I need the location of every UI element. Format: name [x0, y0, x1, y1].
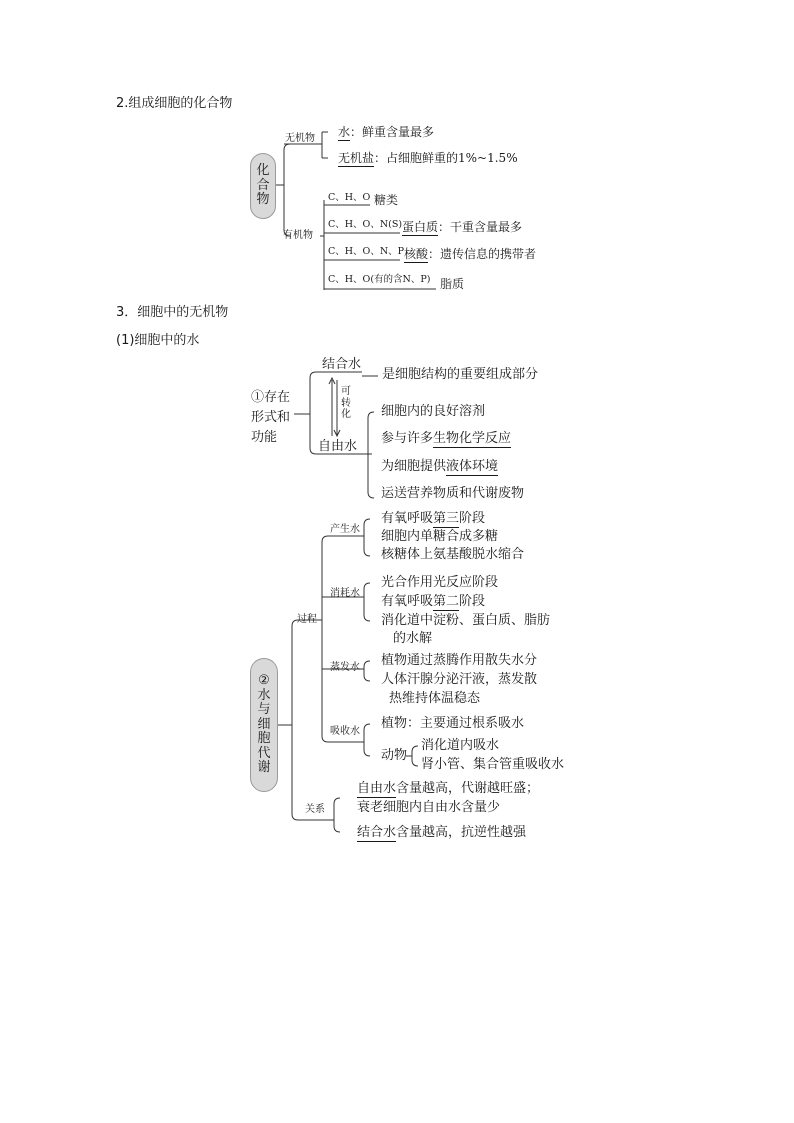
organic-elements: C、H、O(有的含N、P) [328, 274, 431, 285]
salt-term: 无机盐 [338, 151, 375, 165]
func-key-term: 生物化学反应 [433, 431, 512, 446]
consume-item [381, 595, 485, 608]
evap-item: 植物通过蒸腾作用散失水分 [381, 653, 538, 668]
center-char: 化 [256, 162, 270, 178]
evaporate-water-label: 蒸发水 [330, 662, 360, 673]
absorb-animal-item: 肾小管、集合管重吸收水 [421, 757, 565, 772]
organic-elements: C、H、O、N(S) [328, 219, 403, 230]
absorb-plant: 植物：主要通过根系吸水 [381, 716, 525, 731]
relation-item [357, 782, 539, 795]
func-text: 参与许多 [381, 431, 434, 446]
relation-item [357, 826, 526, 839]
relation-item: 衰老细胞内自由水含量少 [357, 800, 501, 815]
organic-elements: C、H、O [328, 192, 371, 203]
absorb-animal-item: 消化道内吸水 [421, 738, 500, 753]
metab-char: 细 [257, 716, 271, 732]
section-heading-inorganic: 3．细胞中的无机物 [116, 305, 229, 320]
item-key-term: 第三 [433, 511, 460, 526]
produce-item: 核糖体上氨基酸脱水缩合 [381, 547, 525, 562]
absorb-animal: 动物 [381, 748, 408, 763]
item-text: 有氧呼吸 [381, 511, 434, 526]
metab-char: 代 [257, 745, 271, 761]
free-water-function [381, 405, 485, 418]
water-term: 水 [338, 125, 351, 139]
center-char: 合 [256, 177, 270, 193]
organic-item [402, 221, 522, 233]
produce-water-label: 产生水 [330, 524, 360, 535]
free-water-function [381, 460, 498, 473]
salt-item [338, 152, 518, 164]
water-desc: ：鲜重含量最多 [350, 125, 435, 139]
center-char: 物 [256, 192, 270, 208]
organic-name: 糖类 [374, 193, 399, 207]
metab-char: ② [258, 673, 270, 689]
bound-water-desc: 是细胞结构的重要组成部分 [382, 367, 539, 382]
evap-item: 热维持体温稳态 [389, 691, 481, 706]
consume-item: 的水解 [393, 631, 433, 646]
free-water-function [381, 432, 511, 445]
convert-char: 化 [341, 409, 351, 420]
inorganic-label: 无机物 [285, 133, 315, 144]
produce-item [381, 512, 485, 525]
exist-form-label [251, 388, 290, 448]
process-label: 过程 [297, 614, 317, 625]
relation-key-term: 自由水 [357, 781, 397, 796]
item-key-term: 第二 [433, 594, 460, 609]
organic-name: 蛋白质 [402, 220, 439, 234]
organic-name: 核酸 [404, 247, 429, 261]
organic-elements: C、H、O、N、P [328, 246, 405, 257]
func-text: 运送营养物质和代谢废物 [381, 486, 525, 501]
item-text: 阶段 [459, 594, 486, 609]
metab-char: 谢 [257, 760, 271, 776]
relation-label: 关系 [305, 804, 325, 815]
relation-key-term: 结合水 [357, 825, 397, 840]
water-metabolism-node [250, 658, 278, 792]
subheading-water: (1)细胞中的水 [116, 333, 200, 348]
item-text: 阶段 [459, 511, 486, 526]
evap-item: 人体汗腺分泌汗液，蒸发散 [381, 672, 538, 687]
organic-name: 脂质 [440, 277, 465, 291]
organic-label: 有机物 [283, 230, 313, 241]
free-water: 自由水 [318, 439, 358, 454]
item-text: 有氧呼吸 [381, 594, 434, 609]
exist-label-line: 功能 [251, 430, 278, 446]
organic-desc: ：干重含量最多 [438, 220, 523, 234]
free-water-function [381, 487, 524, 500]
salt-desc: ：占细胞鲜重的1%~1.5% [374, 151, 518, 165]
water-item [338, 126, 434, 138]
metab-char: 胞 [257, 731, 271, 747]
convertible-note [341, 386, 351, 421]
organic-item [404, 248, 536, 260]
func-text: 细胞内的良好溶剂 [381, 404, 486, 419]
func-key-term: 液体环境 [446, 459, 499, 474]
convert-char: 转 [341, 397, 351, 409]
metab-char: 与 [257, 702, 271, 718]
organic-desc: ：遗传信息的携带者 [428, 247, 537, 261]
absorb-water-label: 吸收水 [330, 726, 360, 737]
func-text: 为细胞提供 [381, 459, 447, 474]
compound-center-node [250, 153, 276, 219]
convert-char: 可 [341, 386, 351, 397]
consume-water-label: 消耗水 [330, 588, 360, 599]
consume-item: 消化道中淀粉、蛋白质、脂肪 [381, 613, 551, 628]
exist-label-line: ①存在 [251, 390, 291, 405]
exist-label-line: 形式和 [251, 410, 291, 426]
relation-text: 含量越高，代谢越旺盛； [396, 781, 540, 796]
relation-text: 含量越高，抗逆性越强 [396, 825, 527, 840]
produce-item: 细胞内单糖合成多糖 [381, 529, 499, 544]
section-heading-compounds: 2.组成细胞的化合物 [116, 96, 233, 111]
metab-char: 水 [257, 687, 271, 703]
consume-item: 光合作用光反应阶段 [381, 575, 499, 590]
bound-water: 结合水 [322, 357, 362, 372]
